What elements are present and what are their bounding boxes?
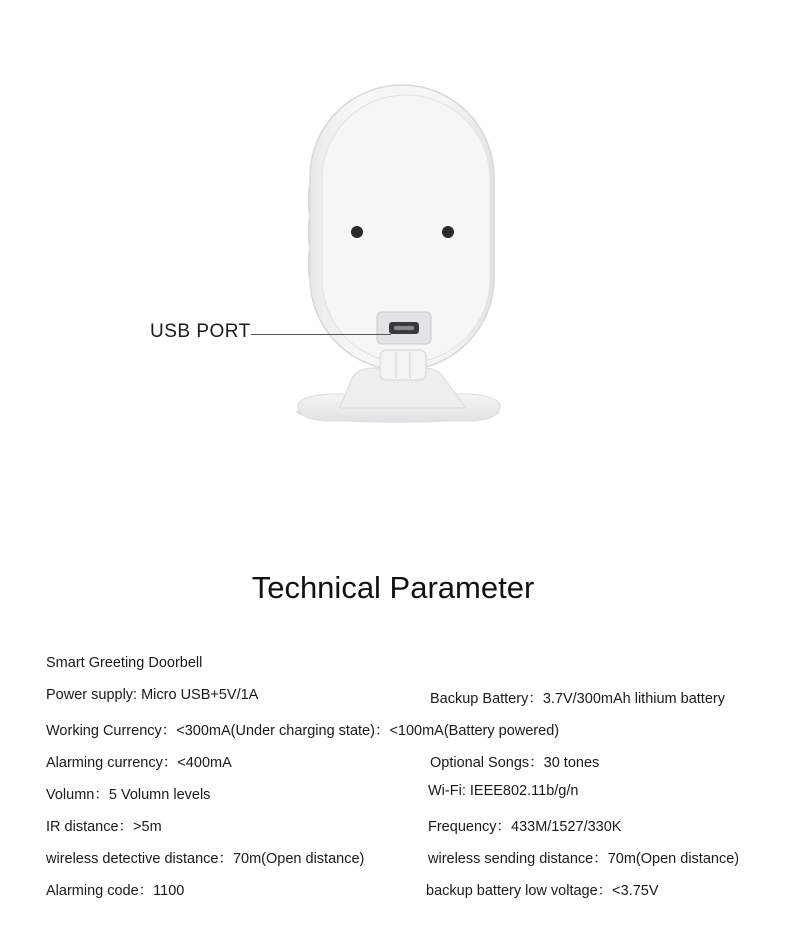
spec-backup-battery: Backup Battery：3.7V/300mAh lithium battery: [430, 691, 725, 707]
spec-alarming-code: Alarming code：1100: [46, 883, 185, 899]
spec-product-name: Smart Greeting Doorbell: [46, 655, 203, 671]
spec-power-supply: Power supply: Micro USB+5V/1A: [46, 687, 259, 703]
spec-wireless-detective: wireless detective distance：70m(Open distance): [46, 851, 365, 867]
spec-low-voltage: backup battery low voltage：<3.75V: [426, 883, 659, 899]
spec-alarming-currency: Alarming currency：<400mA: [46, 755, 232, 771]
spec-ir-distance: IR distance：>5m: [46, 819, 162, 835]
spec-optional-songs: Optional Songs：30 tones: [430, 755, 600, 771]
spec-wireless-sending: wireless sending distance：70m(Open distance): [428, 851, 740, 867]
spec-wifi: Wi-Fi: IEEE802.11b/g/n: [428, 783, 579, 799]
usb-port-label: USB PORT: [150, 321, 251, 342]
page-title: Technical Parameter: [251, 570, 535, 605]
spec-frequency: Frequency：433M/1527/330K: [428, 819, 622, 835]
spec-volumn: Volumn：5 Volumn levels: [46, 787, 211, 803]
spec-working-currency: Working Currency：<300mA(Under charging state)：<100mA(Battery powered): [46, 723, 560, 739]
